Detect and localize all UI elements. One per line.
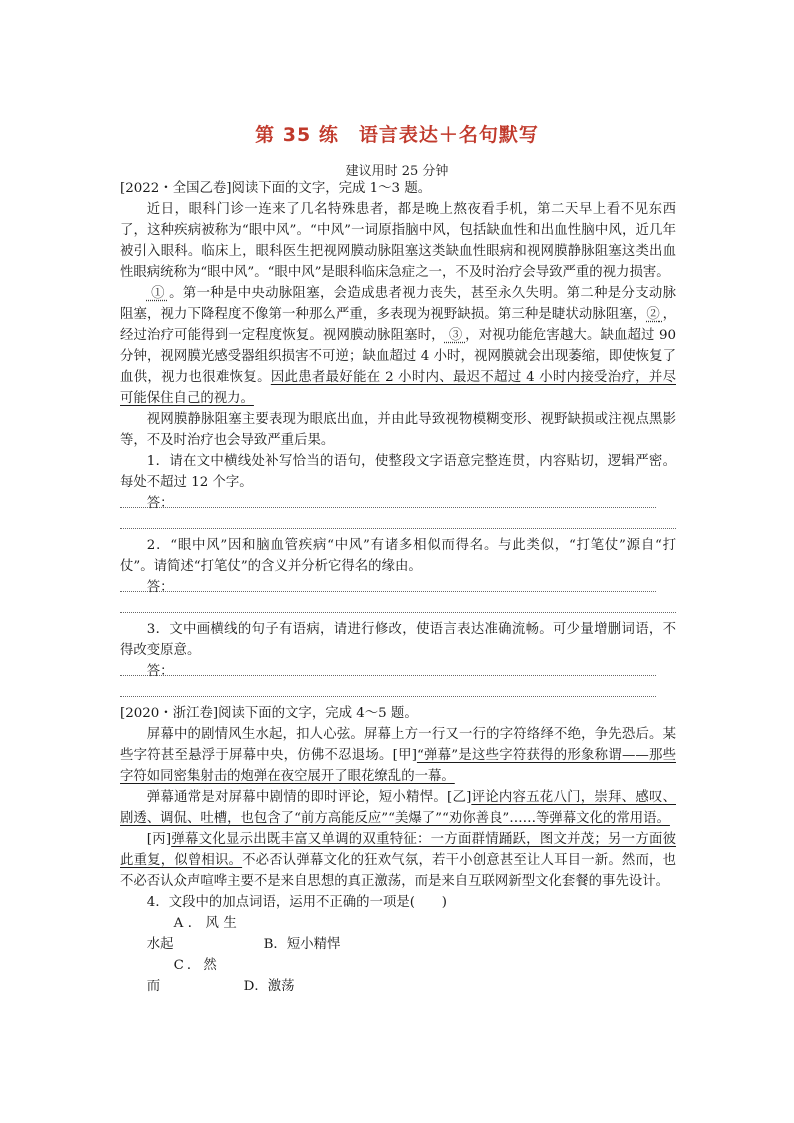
question-1: 1．请在文中横线处补写恰当的语句，使整段文字语意完整连贯，内容贴切，逻辑严密。每处不超过 12 个字。	[120, 454, 676, 490]
section1-paragraph-2: ① 。第一种是中央动脉阻塞，会造成患者视力丧失，甚至永久失明。第二种是分支动脉阻塞，视力下降程度不像第一种那么严重，多表现为视野缺损。第三种是睫状动脉阻塞，② ，经过治疗可能得到一定程度恢复。视网膜动脉阻塞时， ③ ，对视功能危害越大。缺血超过 90 分钟，视网膜光感受器组织损害不可逆；缺血超过 4 小时，视网膜就会出现萎缩，即使恢复了血供，视力也很难恢复。因此患者最好能在 2 小时内、最迟不超过 4 小时内接受治疗，并尽可能保住自己的视力。	[120, 286, 677, 406]
answer-line-1[interactable]: 答：	[120, 493, 676, 514]
option-b[interactable]: B．短小精悍	[263, 937, 341, 952]
answer-line-1b[interactable]	[120, 514, 676, 535]
underlined-bing: 弹幕文化显示出既丰富又单调的双重特征：一方面群情踊跃，图文并茂；另一方面彼此重复，似曾相识。	[120, 832, 677, 868]
blank-2[interactable]: ②	[646, 307, 660, 322]
answer-line-2b[interactable]	[120, 598, 676, 619]
question-3: 3．文中画横线的句子有语病，请进行修改，使语言表达准确流畅。可少量增删词语，不得改变原意。	[120, 622, 676, 658]
underlined-yi: 评论内容五花八门，崇拜、感叹、剧透、调侃、吐槽，也包含了“前方高能反应”“美爆了”“劝你善良”……等弹幕文化的常用语。	[120, 790, 676, 826]
section2-paragraph-1: 屏幕中的剧情风生水起，扣人心弦。屏幕上方一行又一行的字符络绎不绝，争先恐后。某些字符甚至悬浮于屏幕中央，仿佛不忍退场。[甲]“弹幕”是这些字符获得的形象称谓——那些字符如同密集射击的炮弹在夜空展开了眼花缭乱的一幕。	[120, 727, 676, 784]
section2-paragraph-3: [丙]弹幕文化显示出既丰富又单调的双重特征：一方面群情踊跃，图文并茂；另一方面彼此重复，似曾相识。不必否认弹幕文化的狂欢气氛，若干小创意甚至让人耳目一新。然而，也不必否认众声喧哗主要不是来自思想的真正激荡，而是来自互联网新型文化套餐的事先设计。	[120, 832, 677, 889]
question-4: 4．文段中的加点词语，运用不正确的一项是( )	[146, 895, 447, 910]
section1-paragraph-3: 视网膜静脉阻塞主要表现为眼底出血，并由此导致视物模糊变形、视野缺损或注视点黑影等，不及时治疗也会导致严重后果。	[120, 412, 676, 448]
section1-header: [2022・全国乙卷]阅读下面的文字，完成 1～3 题。	[120, 181, 432, 196]
underlined-sentence: 因此患者最好能在 2 小时内、最迟不超过 4 小时内接受治疗，并尽可能保住自己的视力。	[120, 370, 676, 406]
answer-line-3[interactable]: 答：	[120, 661, 676, 682]
option-a[interactable]: A．风生水起	[146, 916, 237, 952]
section1-paragraph-1: 近日，眼科门诊一连来了几名特殊患者，都是晚上熬夜看手机，第二天早上看不见东西了，这种疾病被称为“眼中风”。“中风”一词原指脑中风，包括缺血性和出血性脑中风，近几年被引入眼科。临床上，眼科医生把视网膜动脉阻塞这类缺血性眼病和视网膜静脉阻塞这类出血性眼病统称为“眼中风”。“眼中风”是眼科临床急症之一，不及时治疗会导致严重的视力损害。	[120, 202, 676, 280]
options-row-1	[120, 913, 676, 955]
underlined-jia: “弹幕”是这些字符获得的形象称谓——那些字符如同密集射击的炮弹在夜空展开了眼花缭乱的一幕。	[120, 748, 676, 784]
answer-line-2[interactable]: 答：	[120, 577, 676, 598]
options-row-2	[120, 955, 676, 997]
question-2: 2．“眼中风”因和脑血管疾病“中风”有诸多相似而得名。与此类似，“打笔仗”源自“打仗”。请简述“打笔仗”的含义并分析它得名的缘由。	[120, 538, 676, 574]
section2-paragraph-2: 弹幕通常是对屏幕中剧情的即时评论，短小精悍。[乙]评论内容五花八门，崇拜、感叹、剧透、调侃、吐槽，也包含了“前方高能反应”“美爆了”“劝你善良”……等弹幕文化的常用语。	[120, 790, 676, 826]
blank-1[interactable]: ①	[150, 286, 165, 301]
section2-header: [2020・浙江卷]阅读下面的文字，完成 4～5 题。	[120, 706, 418, 721]
document-body	[120, 178, 676, 997]
page-title: 第 35 练 语言表达＋名句默写	[255, 124, 539, 146]
suggested-time: 建议用时 25 分钟	[345, 164, 449, 179]
blank-3[interactable]: ③	[448, 328, 463, 343]
option-d[interactable]: D．激荡	[243, 979, 295, 994]
option-c[interactable]: C．然而	[146, 958, 217, 994]
answer-line-3b[interactable]	[120, 682, 676, 703]
